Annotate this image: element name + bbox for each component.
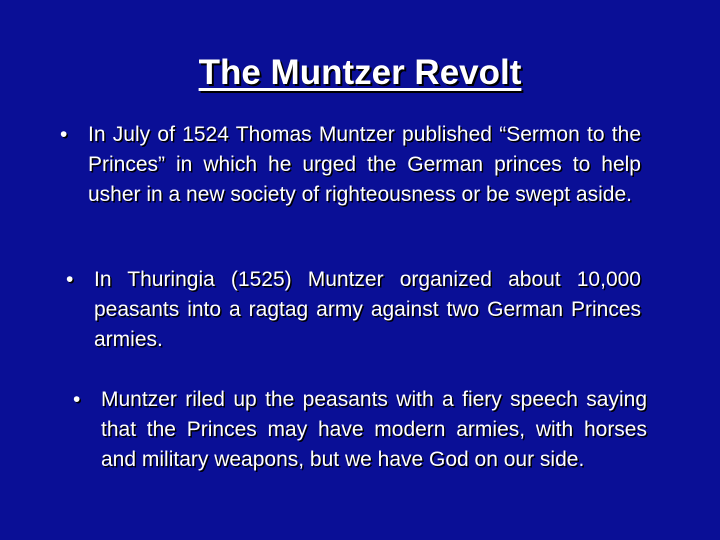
bullet-item-2 <box>66 265 641 355</box>
bullet-point-icon: • <box>60 123 68 146</box>
bullet-point-icon: • <box>73 388 81 411</box>
bullet-text-2: In Thuringia (1525) Muntzer organized about 10,000 peasants into a ragtag army against two German Princes armies. <box>94 268 641 351</box>
bullet-point-icon: • <box>66 268 74 291</box>
bullet-text-3: Muntzer riled up the peasants with a fiery speech saying that the Princes may have modern armies, with horses and military weapons, but we have God on our side. <box>101 388 647 471</box>
bullet-text-1: In July of 1524 Thomas Muntzer published “Sermon to the Princes” in which he urged the German princes to help usher in a new society of righteousness or be swept aside. <box>88 123 641 206</box>
slide-title: The Muntzer Revolt <box>198 53 522 92</box>
bullet-item-1 <box>60 120 641 210</box>
bullet-item-3 <box>73 385 647 475</box>
